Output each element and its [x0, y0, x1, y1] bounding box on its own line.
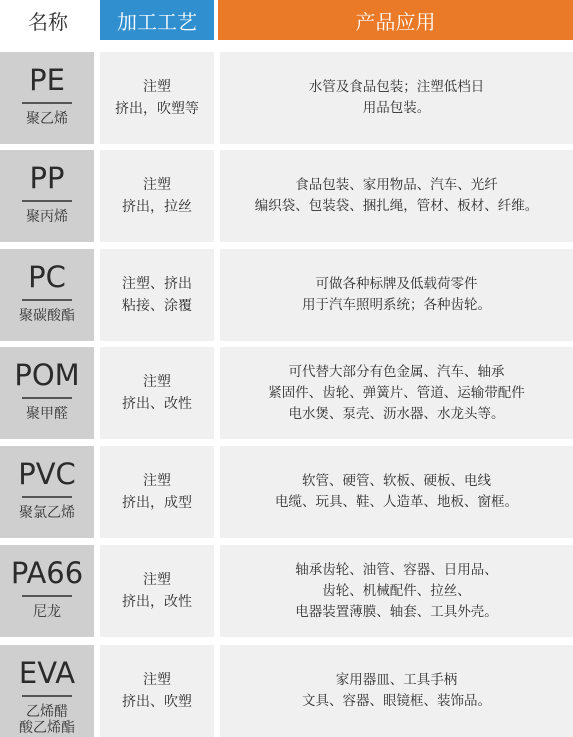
process-line: 挤出，成型	[122, 495, 192, 511]
process-line: 挤出、改性	[122, 396, 192, 412]
material-code: PVC	[18, 457, 76, 491]
process-cell	[100, 52, 214, 144]
process-line: 挤出，拉丝	[122, 199, 192, 215]
process-line: 挤出，吹塑等	[115, 101, 199, 117]
application-line: 用于汽车照明系统；各种齿轮。	[302, 297, 491, 313]
application-line: 电水煲、泵壳、沥水器、水龙头等。	[288, 405, 505, 422]
process-line: 挤出、吹塑	[122, 694, 192, 710]
material-name: 聚氯乙烯	[19, 505, 75, 521]
material-name: 乙烯醋	[26, 704, 68, 720]
application-line: 电器装置薄膜、轴套、工具外壳。	[295, 603, 498, 620]
material-cell	[0, 347, 94, 439]
header-application: 产品应用	[218, 0, 573, 40]
material-name: 聚乙烯	[26, 111, 68, 127]
process-line: 粘接、涂覆	[122, 298, 192, 314]
application-line: 齿轮、机械配件、拉丝、	[322, 582, 471, 599]
process-cell	[100, 347, 214, 439]
application-line: 水管及食品包装；注塑低档日	[308, 79, 485, 95]
application-cell	[220, 347, 573, 439]
process-line: 注塑	[143, 672, 171, 688]
table-row	[0, 347, 573, 439]
table-row	[0, 545, 573, 637]
material-code: PE	[29, 63, 65, 97]
material-name-extra: 酸乙烯酯	[19, 720, 75, 736]
table-row	[0, 150, 573, 242]
process-line: 注塑	[143, 572, 171, 588]
divider	[22, 695, 72, 697]
table-row	[0, 645, 573, 736]
material-code: PA66	[10, 556, 84, 590]
divider	[22, 496, 72, 498]
process-cell	[100, 446, 214, 538]
material-code: PP	[29, 161, 65, 195]
material-name: 聚丙烯	[26, 209, 68, 225]
process-line: 挤出，改性	[122, 594, 192, 610]
application-cell	[220, 545, 573, 637]
material-cell	[0, 150, 94, 242]
material-code: EVA	[18, 656, 76, 690]
process-cell	[100, 150, 214, 242]
material-code: POM	[14, 358, 80, 392]
material-name: 尼龙	[33, 604, 61, 620]
process-cell	[100, 249, 214, 341]
application-cell	[220, 249, 573, 341]
process-line: 注塑	[143, 473, 171, 489]
material-cell	[0, 645, 94, 737]
application-line: 编织袋、包装袋、捆扎绳，管材、板材、纤维。	[254, 198, 539, 214]
application-cell	[220, 52, 573, 144]
process-cell	[100, 545, 214, 637]
material-cell	[0, 446, 94, 538]
divider	[22, 200, 72, 202]
application-line: 用品包装。	[362, 100, 431, 116]
process-line: 注塑	[143, 79, 171, 95]
material-cell	[0, 545, 94, 637]
application-line: 可做各种标牌及低载荷零件	[315, 276, 478, 292]
application-cell	[220, 446, 573, 538]
application-cell	[220, 150, 573, 242]
application-line: 紧固件、齿轮、弹簧片、管道、运输带配件	[268, 384, 525, 401]
application-line: 食品包装、家用物品、汽车、光纤	[295, 177, 498, 193]
application-line: 家用器皿、工具手柄	[335, 672, 458, 688]
material-code: PC	[28, 260, 66, 294]
table-row	[0, 446, 573, 538]
application-line: 可代替大部分有色金属、汽车、轴承	[288, 363, 505, 380]
process-line: 注塑	[143, 177, 171, 193]
table-row	[0, 52, 573, 144]
header-process: 加工工艺	[100, 0, 214, 40]
header-name: 名称	[0, 0, 96, 40]
application-line: 轴承齿轮、油管、容器、日用品、	[295, 561, 498, 578]
divider	[22, 397, 72, 399]
material-name: 聚甲醛	[26, 406, 68, 422]
process-line: 注塑	[143, 374, 171, 390]
application-line: 软管、硬管、软板、硬板、电线	[302, 473, 491, 489]
table-row	[0, 249, 573, 341]
process-line: 注塑、挤出	[122, 276, 192, 292]
material-cell	[0, 52, 94, 144]
material-name: 聚碳酸酯	[19, 308, 75, 324]
application-line: 电缆、玩具、鞋、人造革、地板、窗框。	[275, 494, 518, 510]
process-cell	[100, 645, 214, 737]
divider	[22, 102, 72, 104]
divider	[22, 595, 72, 597]
material-cell	[0, 249, 94, 341]
application-line: 文具、容器、眼镜框、装饰品。	[302, 693, 491, 709]
divider	[22, 299, 72, 301]
application-cell	[220, 645, 573, 737]
